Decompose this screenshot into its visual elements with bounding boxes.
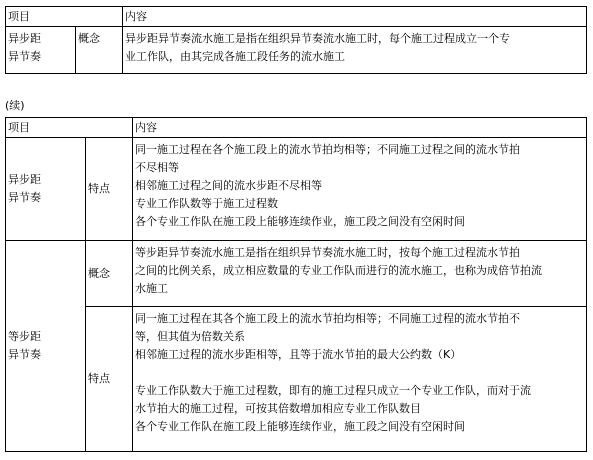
content-line: 等，但其值为倍数关系 — [135, 330, 245, 343]
content-line: 水施工 — [135, 282, 168, 295]
content-cell — [133, 138, 587, 241]
table-header-row — [6, 118, 587, 138]
content-line: 不尽相等 — [135, 161, 179, 174]
content-line: 相邻施工过程的流水步距相等，且等于流水节拍的最大公约数（K） — [135, 348, 462, 361]
content-cell — [133, 307, 587, 452]
category-line: 异节奏 — [8, 50, 41, 63]
table-row — [6, 307, 587, 452]
content-spacer — [135, 364, 584, 382]
header-item-cell: 项目 — [6, 118, 133, 138]
content-line: 各个专业工作队在施工段上能够连续作业，施工段之间没有空闲时间 — [135, 420, 465, 433]
sub-item-cell: 特点 — [86, 307, 133, 452]
table-overview — [5, 6, 587, 74]
category-line: 异步距 — [8, 32, 41, 45]
content-line: 专业工作队数大于施工过程数，即有的施工过程只成立一个专业工作队，而对于流 — [135, 384, 531, 397]
continued-label: (续) — [5, 99, 25, 112]
content-cell — [133, 241, 587, 307]
content-line: 专业工作队数等于施工过程数 — [135, 197, 278, 210]
category-cell — [6, 138, 86, 241]
category-cell — [6, 241, 86, 452]
sub-item-cell: 特点 — [86, 138, 133, 241]
content-line: 异步距异节奏流水施工是指在组织异节奏流水施工时，每个施工过程成立一个专 — [125, 32, 510, 45]
category-line: 异步距 — [8, 173, 41, 186]
header-content-cell: 内容 — [123, 7, 587, 27]
content-cell — [123, 27, 587, 74]
sub-item-cell: 概念 — [76, 27, 123, 74]
content-line: 相邻施工过程之间的流水步距不尽相等 — [135, 179, 322, 192]
table-row — [6, 27, 587, 74]
content-line: 等步距异节奏流水施工是指在组织异节奏流水施工时，按每个施工过程流水节拍 — [135, 246, 520, 259]
content-line: 同一施工过程在其各个施工段上的流水节拍均相等；不同施工过程的流水节拍不 — [135, 312, 520, 325]
category-line: 异节奏 — [8, 191, 41, 204]
table-continued — [5, 117, 587, 452]
content-line: 水节拍大的施工过程，可按其倍数增加相应专业工作队数目 — [135, 402, 421, 415]
sub-item-cell: 概念 — [86, 241, 133, 307]
category-cell — [6, 27, 76, 74]
table-row — [6, 138, 587, 241]
table-header-row — [6, 7, 587, 27]
content-line: 各个专业工作队在施工段上能够连续作业，施工段之间没有空闲时间 — [135, 215, 465, 228]
category-line: 异节奏 — [8, 348, 41, 361]
content-line: 之间的比例关系，成立相应数量的专业工作队而进行的流水施工，也称为成倍节拍流 — [135, 264, 542, 277]
table-row — [6, 241, 587, 307]
header-content-cell: 内容 — [133, 118, 587, 138]
content-line: 业工作队，由其完成各施工段任务的流水施工 — [125, 50, 345, 63]
content-line: 同一施工过程在各个施工段上的流水节拍均相等；不同施工过程之间的流水节拍 — [135, 143, 520, 156]
header-item-cell: 项目 — [6, 7, 123, 27]
category-line: 等步距 — [8, 330, 41, 343]
